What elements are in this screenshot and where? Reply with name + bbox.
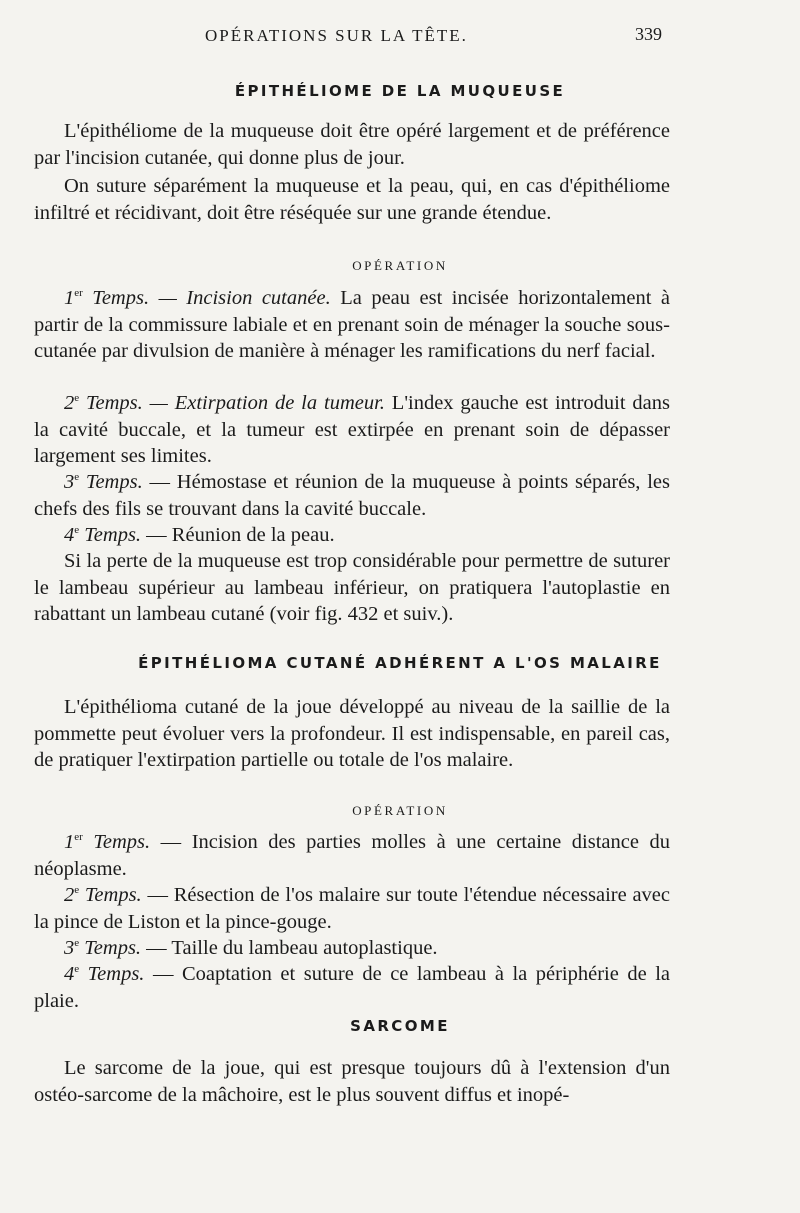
page-number: 339 [635,24,662,44]
operation-label-2: OPÉRATION [352,803,448,818]
step-number: 2 [64,392,75,414]
step-text: La peau est incisée horizontalement à partir de la commissure labiale et en prenant soin de ménager la souche sous-cutanée par divulsion de manière à ménager les ramifications du nerf facial. [34,287,670,362]
paragraph-intro-1: L'épithéliome de la muqueuse doit être opéré largement et de préférence par l'incision cutanée, qui donne plus de jour. [34,120,670,169]
step-text: — Taille du lambeau autoplastique. [141,937,438,959]
step-paragraph [34,961,670,1014]
step-number: 2 [64,884,75,906]
step-label: Temps. — Incision cutanée. [82,287,331,309]
step-label: Temps. [79,471,143,493]
step-text: — Coaptation et suture de ce lambeau à la périphérie de la plaie. [34,963,671,1012]
paragraph-intro-2: On suture séparément la muqueuse et la peau, qui, en cas d'épithéliome infiltré et récidivant, doit être réséquée sur une grande étendue. [34,175,670,224]
step-ordinal: e [74,963,80,976]
step-paragraph [34,390,670,470]
step-number: 3 [64,471,75,493]
step-text: — Réunion de la peau. [141,524,335,546]
step-text: L'index gauche est introduit dans la cavité buccale, et la tumeur est extirpée en prenant soin de dépasser largement ses limites. [34,392,671,467]
step-text: — Hémostase et réunion de la muqueuse à points séparés, les chefs des fils se trouvant dans la cavité buccale. [34,471,670,520]
step-label: Temps. [79,963,145,985]
step-label: Temps. [79,884,142,906]
step-ordinal: e [74,392,80,405]
step-number: 4 [64,963,75,985]
paragraph-sarcome: Le sarcome de la joue, qui est presque toujours dû à l'extension d'un ostéo-sarcome de la mâchoire, est le plus souvent diffus et inopé- [34,1057,670,1106]
section-title-epitheliome-muqueuse: ÉPITHÉLIOME DE LA MUQUEUSE [234,82,566,100]
step-number: 1 [64,287,75,309]
paragraph-intro-section2: L'épithélioma cutané de la joue développé au niveau de la saillie de la pommette peut évoluer vers la profondeur. Il est indispensable, en pareil cas, de pratiquer l'extirpation partielle ou totale de l'os malaire. [34,696,670,771]
operation-label-1: OPÉRATION [352,258,448,273]
step-text: — Incision des parties molles à une certaine distance du néoplasme. [34,831,670,880]
running-title: OPÉRATIONS SUR LA TÊTE. [205,26,468,45]
step-number: 3 [64,937,75,959]
step-paragraph [34,522,670,549]
step-label: Temps. [79,524,142,546]
step-ordinal: er [74,831,83,844]
step-paragraph [34,882,670,935]
step-ordinal: e [74,471,80,484]
running-header [0,22,800,52]
step-number: 4 [64,524,75,546]
paragraph-closing: Si la perte de la muqueuse est trop considérable pour permettre de suturer le lambeau supérieur au lambeau inférieur, on pratiquera l'autoplastie en rabattant un lambeau cutané (voir fig. 432 et suiv.). [34,550,670,625]
step-paragraph [34,829,670,882]
step-ordinal: e [74,937,80,950]
step-number: 1 [64,831,75,853]
step-ordinal: er [74,287,83,300]
step-paragraph [34,285,670,365]
step-label: Temps. [79,937,142,959]
step-text: — Résection de l'os malaire sur toute l'étendue nécessaire avec la pince de Liston et la pince-gouge. [34,884,670,933]
step-ordinal: e [74,884,80,897]
step-ordinal: e [74,524,80,537]
step-label: Temps. [82,831,151,853]
step-label: Temps. — Extirpation de la tumeur. [79,392,385,414]
section-title-epithelioma-cutane: ÉPITHÉLIOMA CUTANÉ ADHÉRENT A L'OS MALAIRE [138,654,662,672]
step-paragraph [34,469,670,522]
step-paragraph [34,935,670,962]
section-title-sarcome: SARCOME [350,1017,450,1035]
